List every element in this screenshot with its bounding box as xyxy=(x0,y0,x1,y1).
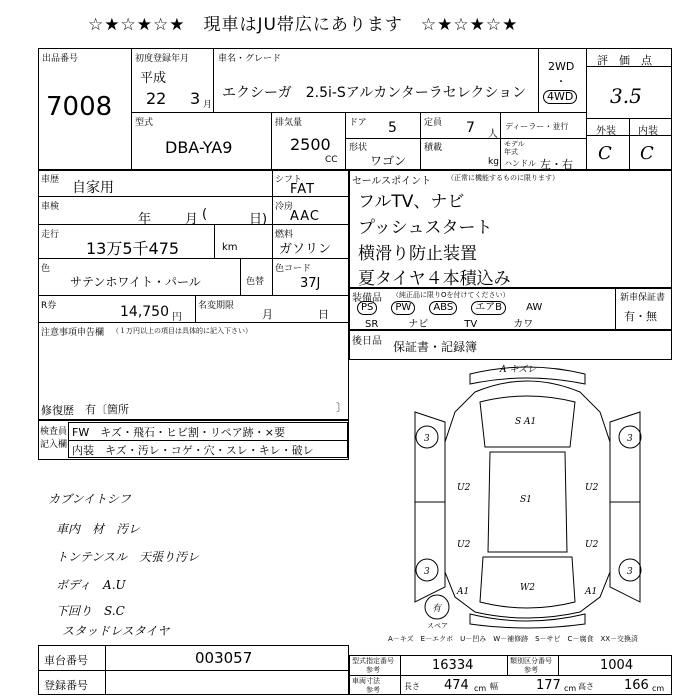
chassis-label: 車台番号 xyxy=(44,654,88,667)
sales-point-3: 横滑り防止装置 xyxy=(358,244,477,264)
first-reg-month-unit: 月 xyxy=(203,100,213,110)
later-items-label: 後日品 xyxy=(352,336,382,347)
mark-right-rear: U2 xyxy=(585,540,599,550)
class-no-sub: 参考 xyxy=(524,666,538,674)
car-diagram xyxy=(395,362,660,630)
equip-tv: TV xyxy=(464,319,478,330)
dealer-label: ディーラー・並行 xyxy=(505,122,569,131)
dims-len-label: 長さ xyxy=(404,682,420,691)
load-label: 積載 xyxy=(424,143,443,153)
model-label: 型式 xyxy=(135,118,154,128)
sales-point-4: 夏タイヤ４本積込み xyxy=(358,269,511,289)
banner: ☆★☆★☆★ 現車はJU帯広にあります ☆★☆★☆★ xyxy=(88,15,519,35)
inspector-label-1: 検査員 xyxy=(40,427,68,437)
hand-note-4: ボディ A.U xyxy=(56,578,126,592)
notes-sub: （１万円以上の項目は具体的に記入下さい） xyxy=(112,327,252,335)
warranty-label: 新車保証書 xyxy=(620,293,666,303)
dims-wid-unit: cm xyxy=(564,684,577,693)
interior-value: C xyxy=(640,143,654,164)
load-unit: kg xyxy=(488,157,499,167)
right-side xyxy=(610,412,640,602)
shape-label: 形状 xyxy=(349,143,368,153)
capacity-unit: 人 xyxy=(488,129,498,140)
lot-label: 出品番号 xyxy=(42,54,79,64)
score-value: 3.5 xyxy=(610,84,642,108)
mark-right-quarter: A1 xyxy=(585,587,598,597)
doors-value: 5 xyxy=(388,120,397,136)
inspector-row-2: 内装 キズ・汚レ・コゲ・穴・スレ・キレ・破レ xyxy=(72,444,314,457)
equipment-note: （純正品に限りOを付けてください） xyxy=(392,291,510,299)
mark-spare-label: スペア xyxy=(427,622,448,630)
history-label: 車歴 xyxy=(41,175,60,185)
mark-roof: S1 xyxy=(520,495,532,505)
recycle-label: R券 xyxy=(41,301,57,311)
mark-wheel-fr: 3 xyxy=(627,434,633,444)
sales-points-note: （正常に機能するものに限ります） xyxy=(447,174,559,182)
equip-airbag: エアB xyxy=(471,301,506,315)
color-value: サテンホワイト・パール xyxy=(70,275,201,289)
type-no-sub: 参考 xyxy=(366,666,380,674)
capacity-value: 7 xyxy=(466,120,475,136)
color-change-label: 色替 xyxy=(246,277,265,287)
mileage-unit: km xyxy=(222,242,238,253)
drive-sep: ・ xyxy=(556,77,566,88)
mark-wheel-rr: 3 xyxy=(627,567,633,577)
color-code-label: 色コード xyxy=(275,264,312,274)
handle-value: 左・右 xyxy=(540,158,573,171)
type-no-label: 型式指定番号 xyxy=(352,657,394,665)
sales-point-2: プッシュスタート xyxy=(358,218,493,238)
lot-number: 7008 xyxy=(46,92,113,122)
mark-trunk: W2 xyxy=(520,583,535,593)
drive-2wd: 2WD xyxy=(548,60,575,73)
shape-value: ワゴン xyxy=(370,154,407,168)
equip-row-bottom xyxy=(365,315,533,330)
dims-hgt: 166 xyxy=(624,678,649,693)
handle-label: ハンドル xyxy=(504,159,536,168)
mark-spare: 有 xyxy=(432,604,442,614)
color-label: 色 xyxy=(41,264,51,274)
sales-point-1: フルTV、ナビ xyxy=(358,192,465,212)
inspector-label-2: 記入欄 xyxy=(40,440,68,450)
model-value: DBA-YA9 xyxy=(165,138,233,157)
fuel-label: 燃料 xyxy=(275,230,294,240)
displacement-unit: CC xyxy=(325,155,338,165)
equip-sr: SR xyxy=(365,319,379,330)
exterior-value: C xyxy=(598,143,612,164)
hand-note-1: カブンイトシフ xyxy=(48,492,131,506)
class-no-value: 1004 xyxy=(600,658,634,673)
dims-wid-label: 幅 xyxy=(490,682,498,691)
recycle-unit: 円 xyxy=(172,312,182,323)
dims-hgt-label: 高さ xyxy=(578,682,594,691)
title-change-day: 日 xyxy=(318,308,329,321)
car-name-label: 車名・グレード xyxy=(218,54,282,64)
title-change-label: 名変期限 xyxy=(198,301,235,311)
mark-hood: S A1 xyxy=(515,417,537,427)
type-no-value: 16334 xyxy=(432,658,474,673)
equip-pw: PW xyxy=(391,301,415,315)
dims-sub: 参考 xyxy=(366,686,380,694)
fuel-value: ガソリン xyxy=(279,242,332,257)
dims-hgt-unit: cm xyxy=(652,684,665,693)
inspection-paren: ( xyxy=(202,207,208,222)
dims-len-unit: cm xyxy=(474,684,487,693)
interior-label: 内装 xyxy=(638,126,658,137)
model-year-label: モデル年式 xyxy=(504,140,525,156)
chassis-value: 003057 xyxy=(195,649,253,667)
rear-bumper xyxy=(470,614,585,628)
equip-abs: ABS xyxy=(429,301,457,315)
inspector-row-1: FW キズ・飛石・ヒビ割・リペア跡・×要 xyxy=(72,426,285,439)
ac-label: 冷房 xyxy=(275,202,294,212)
class-no-label: 類別区分番号 xyxy=(510,657,552,665)
notes-label: 注意事項申告欄 xyxy=(41,328,105,338)
title-change-month: 月 xyxy=(262,308,273,321)
score-label: 評 価 点 xyxy=(597,54,652,67)
dims-wid: 177 xyxy=(536,678,561,693)
color-code: 37J xyxy=(300,276,321,291)
mileage-label: 走行 xyxy=(41,230,60,240)
drive-4wd: 4WD xyxy=(543,90,577,104)
hand-note-6: スタッドレスタイヤ xyxy=(62,624,170,638)
doors-label: ドア xyxy=(349,118,367,128)
equip-navi: ナビ xyxy=(408,319,429,330)
mark-left-quarter: A1 xyxy=(457,587,470,597)
drive-4wd-wrap xyxy=(543,90,577,104)
mark-left-front: U2 xyxy=(457,483,471,493)
mark-wheel-rl: 3 xyxy=(424,567,430,577)
inspection-day: 日) xyxy=(249,212,268,227)
repair-history-close: 〕 xyxy=(336,401,347,414)
displacement-label: 排気量 xyxy=(275,118,303,128)
equip-row-top xyxy=(357,301,542,315)
equip-leather: カワ xyxy=(513,319,534,330)
hand-note-3: トンテンスル 天張り汚レ xyxy=(56,550,200,564)
hand-note-5: 下回り S.C xyxy=(56,604,125,618)
mark-right-front: U2 xyxy=(585,483,599,493)
dims-label: 車両寸法 xyxy=(352,677,380,685)
mark-front-bumper: A キズレ xyxy=(500,365,537,375)
exterior-label: 外装 xyxy=(596,126,616,137)
first-reg-era: 平成 xyxy=(140,71,167,86)
damage-legend: A－キズ E－エクボ U－凹み W－補修跡 S－サビ C－腐食 XX－交換済 xyxy=(388,635,639,643)
equip-aw: AW xyxy=(526,302,543,313)
shift-value: FAT xyxy=(290,182,316,197)
warranty-value: 有・無 xyxy=(624,310,657,323)
mileage-value: 13万5千475 xyxy=(86,239,180,258)
inspection-month: 月 xyxy=(185,212,199,227)
car-name: エクシーガ 2.5i-Sアルカンターラセレクション xyxy=(222,85,527,101)
displacement-value: 2500 xyxy=(290,135,331,154)
later-items-value: 保証書・記録簿 xyxy=(393,340,478,354)
history-value: 自家用 xyxy=(72,180,114,196)
dims-len: 474 xyxy=(444,678,469,693)
mark-left-rear: U2 xyxy=(457,540,471,550)
mark-wheel-fl: 3 xyxy=(424,434,430,444)
repair-history-value: 有〔箇所 xyxy=(85,403,129,416)
shift-label: シフト xyxy=(275,175,303,185)
first-reg-label: 初度登録年月 xyxy=(135,54,190,64)
repair-history-label: 修復歴 xyxy=(41,404,74,417)
first-reg-month: 3 xyxy=(190,89,201,108)
capacity-label: 定員 xyxy=(424,118,443,128)
sales-points-label: セールスポイント xyxy=(352,176,432,187)
inspection-label: 車検 xyxy=(41,202,60,212)
left-side xyxy=(415,412,445,602)
recycle-value: 14,750 xyxy=(120,304,169,320)
equip-ps: PS xyxy=(357,301,377,315)
ac-value: AAC xyxy=(290,209,320,224)
inspection-year: 年 xyxy=(138,212,152,227)
reg-no-label: 登録番号 xyxy=(44,679,88,692)
equipment-label: 装備品 xyxy=(352,293,382,304)
first-reg-year: 22 xyxy=(146,89,167,108)
hand-note-2: 車内 材 汚レ xyxy=(56,522,141,536)
